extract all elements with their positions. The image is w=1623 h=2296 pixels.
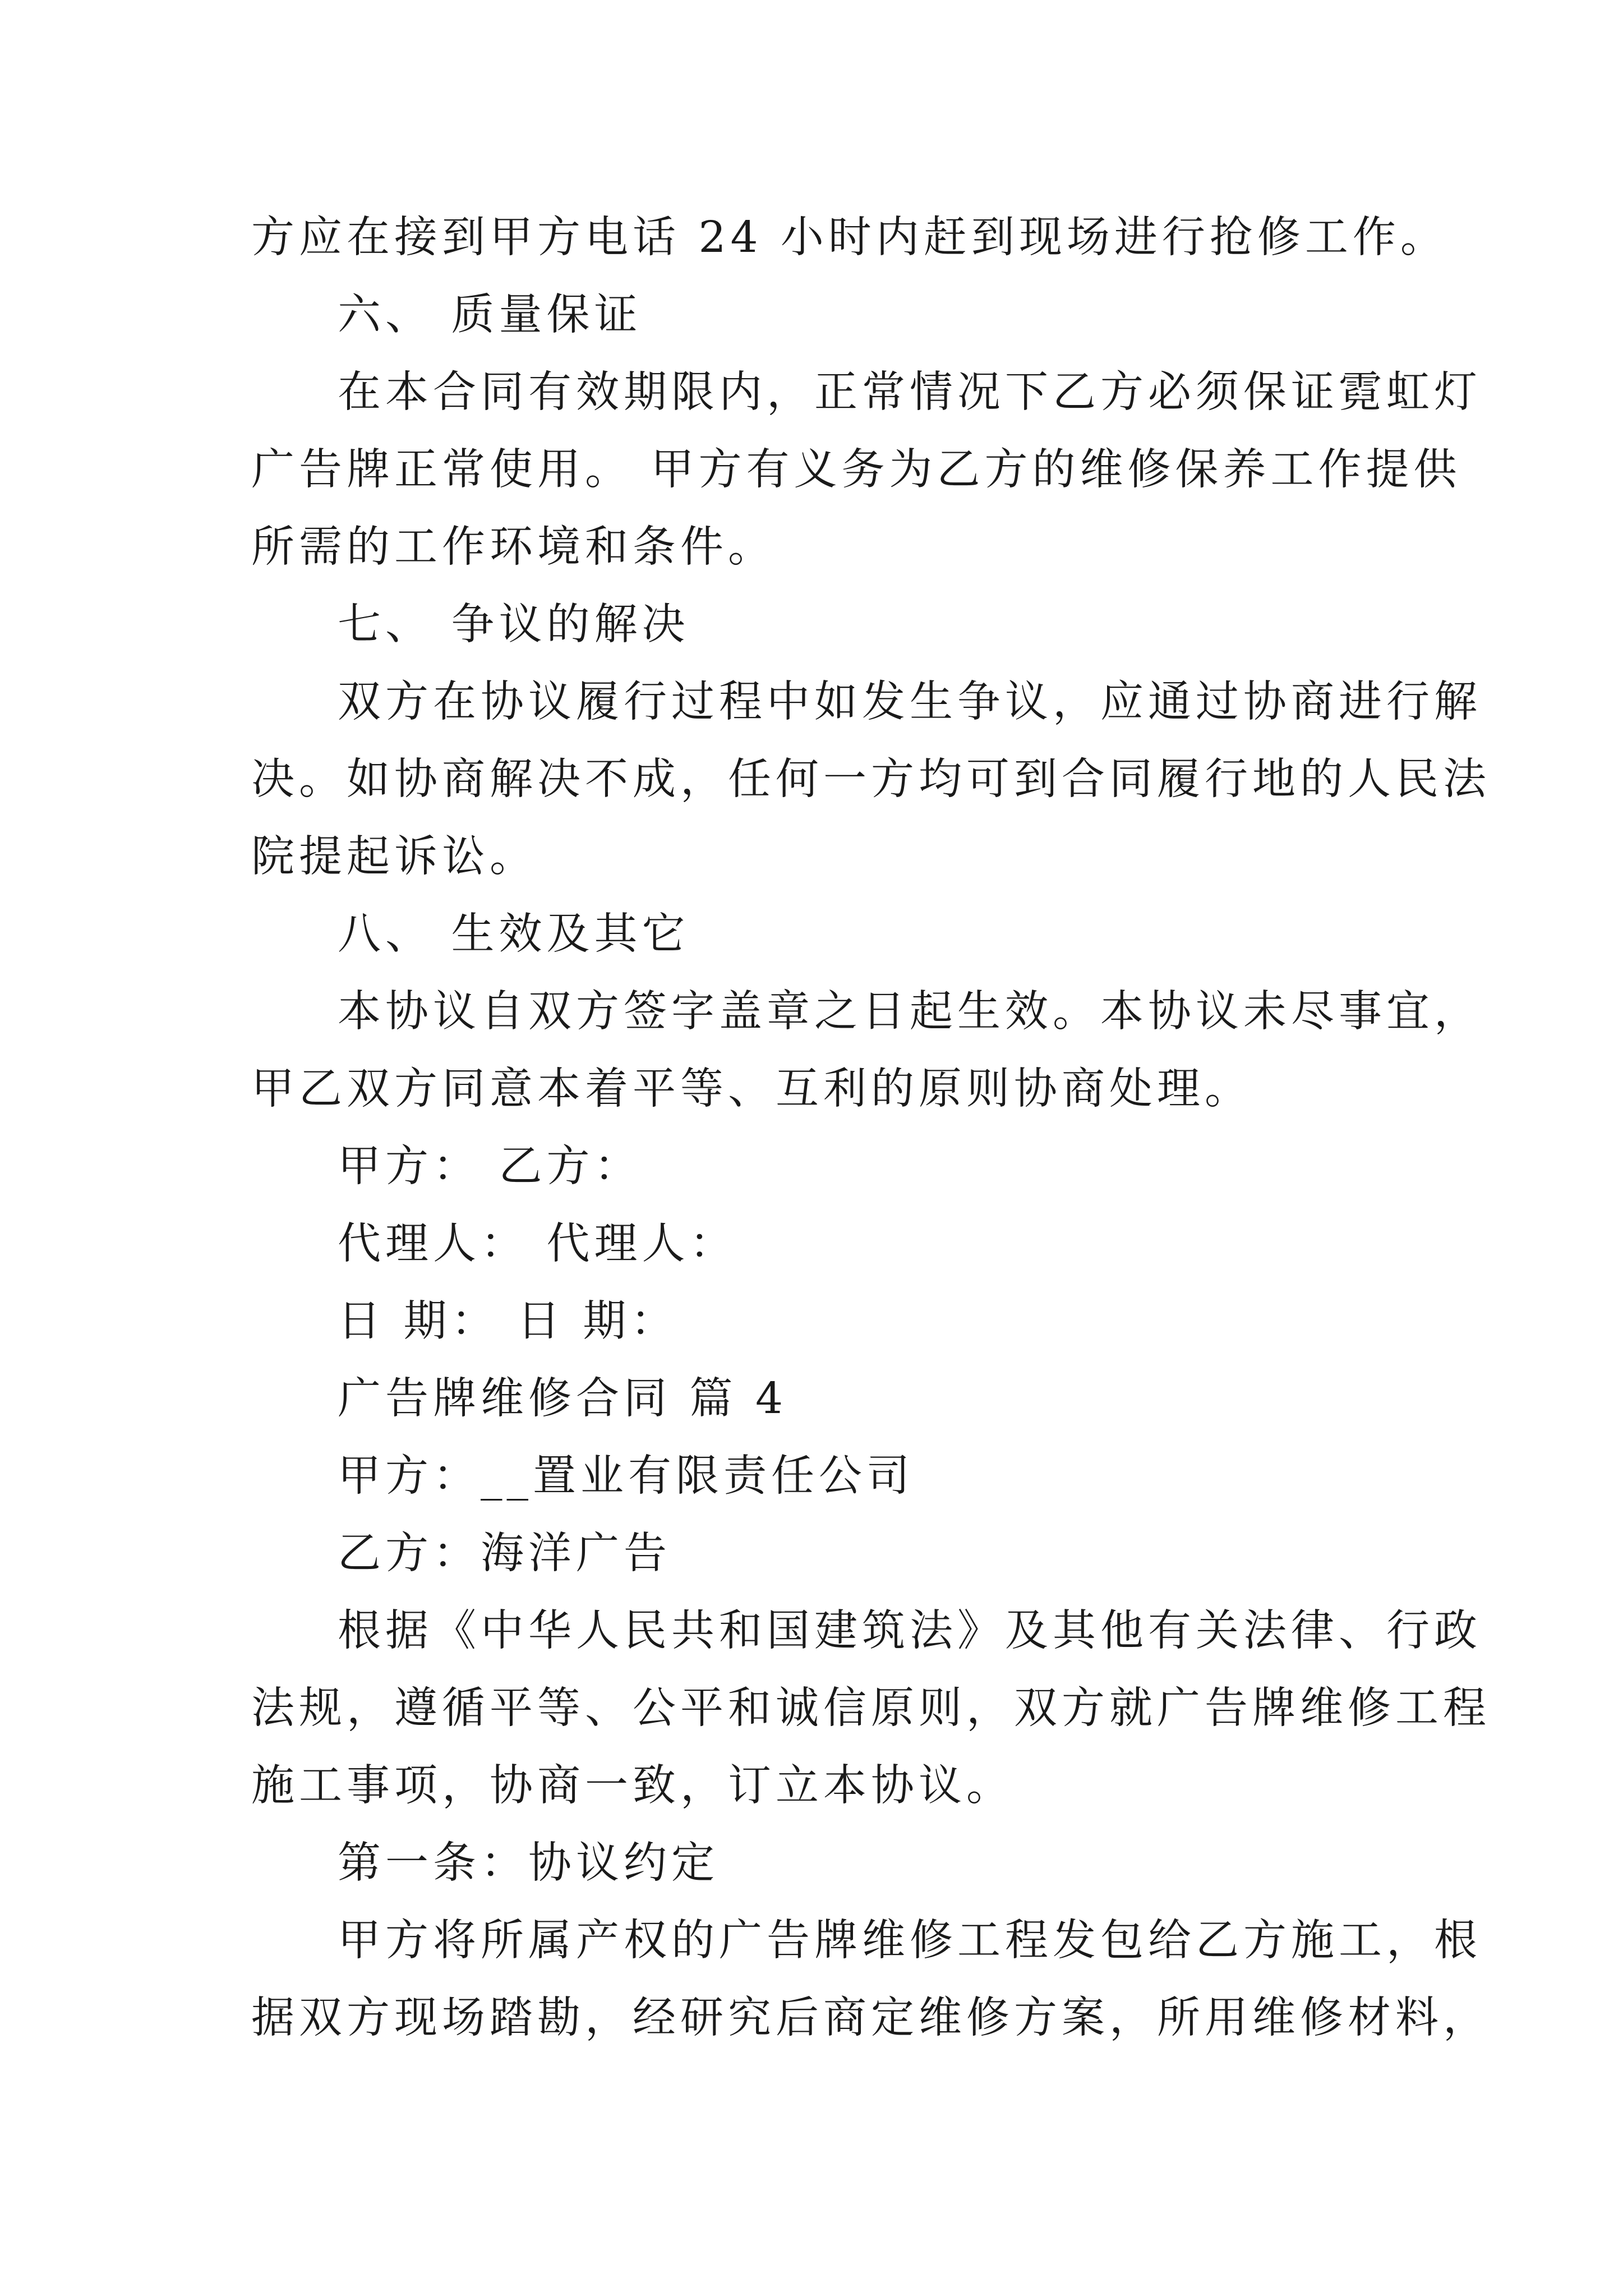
section-heading bbox=[251, 277, 1384, 354]
text-line: 施工事项，协商一致，订立本协议。 bbox=[251, 1761, 1014, 1811]
text-line: 法规，遵循平等、公平和诚信原则，双方就广告牌维修工程 bbox=[251, 1683, 1491, 1733]
document-body bbox=[251, 199, 1491, 2057]
text-line: 广告牌维修合同 篇 4 bbox=[338, 1374, 787, 1424]
paragraph bbox=[251, 1902, 1491, 2057]
text-line: 乙方：海洋广告 bbox=[338, 1529, 671, 1579]
party-a-line bbox=[251, 1438, 1384, 1515]
paragraph bbox=[251, 973, 1482, 1128]
text-line: 六、 质量保证 bbox=[338, 290, 642, 340]
contract-title bbox=[251, 1360, 1384, 1438]
text-line: 甲乙双方同意本着平等、互利的原则协商处理。 bbox=[251, 1064, 1252, 1114]
paragraph bbox=[251, 664, 1491, 896]
text-line: 日 期： 日 期： bbox=[338, 1296, 679, 1346]
signature-date-line bbox=[251, 1283, 1384, 1360]
text-line: 根据《中华人民共和国建筑法》及其他有关法律、行政 bbox=[338, 1606, 1482, 1656]
section-heading bbox=[251, 896, 1384, 973]
text-line: 甲方： 乙方： bbox=[338, 1142, 642, 1191]
signature-agent-line bbox=[251, 1205, 1384, 1283]
signature-party-line bbox=[251, 1128, 1384, 1205]
paragraph bbox=[251, 354, 1482, 586]
text-line: 据双方现场踏勘，经研究后商定维修方案，所用维修材料， bbox=[251, 1993, 1491, 2043]
text-line: 方应在接到甲方电话 24 小时内赶到现场进行抢修工作。 bbox=[251, 213, 1448, 263]
text-line: 八、 生效及其它 bbox=[338, 909, 690, 959]
section-heading bbox=[251, 586, 1384, 664]
text-line: 院提起诉讼。 bbox=[251, 832, 537, 882]
article-heading bbox=[251, 1825, 1384, 1902]
text-line: 决。如协商解决不成，任何一方均可到合同履行地的人民法 bbox=[251, 754, 1491, 804]
text-line: 甲方：__置业有限责任公司 bbox=[338, 1451, 914, 1501]
text-line: 广告牌正常使用。 甲方有义务为乙方的维修保养工作提供 bbox=[251, 445, 1461, 495]
party-b-line bbox=[251, 1515, 1384, 1593]
text-line: 甲方将所属产权的广告牌维修工程发包给乙方施工，根 bbox=[338, 1916, 1482, 1966]
paragraph bbox=[251, 199, 1448, 277]
text-line: 所需的工作环境和条件。 bbox=[251, 522, 776, 572]
text-line: 在本合同有效期限内，正常情况下乙方必须保证霓虹灯 bbox=[338, 367, 1482, 417]
text-line: 本协议自双方签字盖章之日起生效。本协议未尽事宜， bbox=[338, 987, 1482, 1037]
text-line: 七、 争议的解决 bbox=[338, 600, 690, 650]
text-line: 双方在协议履行过程中如发生争议，应通过协商进行解 bbox=[338, 677, 1482, 727]
text-line: 代理人： 代理人： bbox=[338, 1219, 737, 1269]
text-line: 第一条：协议约定 bbox=[338, 1838, 719, 1888]
paragraph bbox=[251, 1593, 1491, 1825]
